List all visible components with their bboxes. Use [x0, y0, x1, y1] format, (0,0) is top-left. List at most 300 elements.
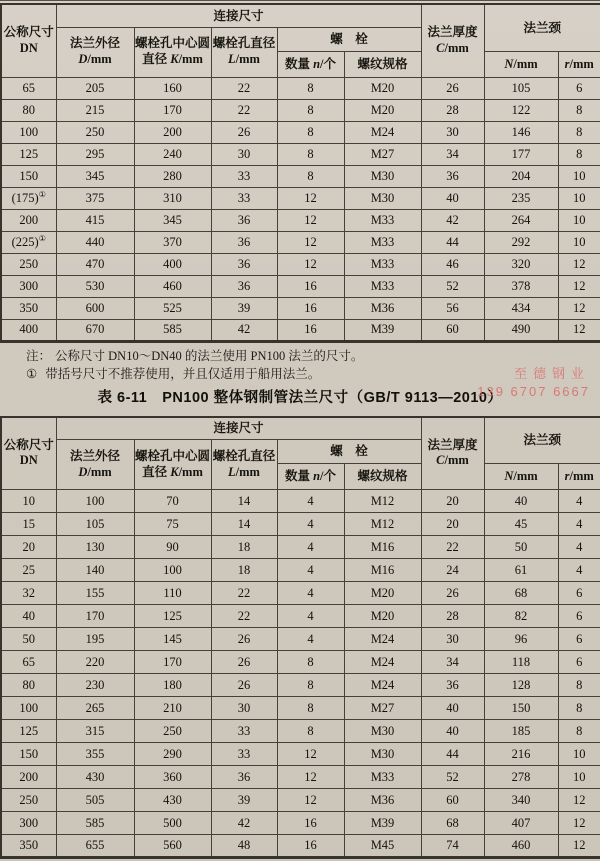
- cell: 170: [56, 605, 134, 628]
- table-row: [1, 231, 600, 253]
- cell: 345: [134, 209, 211, 231]
- cell: 6: [558, 582, 600, 605]
- cell: 210: [134, 697, 211, 720]
- cell: 10: [558, 165, 600, 187]
- cell: 96: [484, 628, 558, 651]
- cell: M12: [344, 513, 421, 536]
- cell: 8: [558, 697, 600, 720]
- table-row: [1, 674, 600, 697]
- cell: 155: [56, 582, 134, 605]
- cell: 280: [134, 165, 211, 187]
- cell: 170: [134, 99, 211, 121]
- cell: 125: [1, 143, 56, 165]
- cell: 8: [277, 697, 344, 720]
- cell: 42: [421, 209, 484, 231]
- cell: M20: [344, 582, 421, 605]
- cell: 8: [558, 674, 600, 697]
- cell: 12: [277, 209, 344, 231]
- cell: (175)①: [1, 187, 56, 209]
- cell: M16: [344, 536, 421, 559]
- cell: 68: [484, 582, 558, 605]
- table-row: [1, 720, 600, 743]
- table-row: [1, 582, 600, 605]
- cell: 100: [1, 697, 56, 720]
- cell: 14: [211, 513, 277, 536]
- cell: 4: [277, 605, 344, 628]
- cell: 26: [211, 121, 277, 143]
- cell: M39: [344, 812, 421, 835]
- cell: 177: [484, 143, 558, 165]
- cell: 315: [56, 720, 134, 743]
- cell: 500: [134, 812, 211, 835]
- cell: 4: [558, 513, 600, 536]
- cell: M20: [344, 605, 421, 628]
- cell: M30: [344, 720, 421, 743]
- cell: 90: [134, 536, 211, 559]
- table-row: [1, 605, 600, 628]
- cell: 15: [1, 513, 56, 536]
- cell: 33: [211, 165, 277, 187]
- header-bolt-group: 螺 栓: [277, 440, 421, 464]
- cell: 8: [277, 651, 344, 674]
- cell: 48: [211, 835, 277, 858]
- cell: 128: [484, 674, 558, 697]
- note-prefix: 注：: [26, 348, 52, 363]
- cell: 22: [211, 582, 277, 605]
- cell: 16: [277, 275, 344, 297]
- header-connection-dims: 连接尺寸: [56, 4, 421, 27]
- cell: 150: [1, 743, 56, 766]
- cell: 118: [484, 651, 558, 674]
- table-row: [1, 165, 600, 187]
- cell: 278: [484, 766, 558, 789]
- header-bolt-quantity: 数量 n/个: [277, 51, 344, 77]
- table-row: [1, 536, 600, 559]
- cell: 200: [1, 209, 56, 231]
- cell: 6: [558, 651, 600, 674]
- cell: 56: [421, 297, 484, 319]
- cell: 40: [484, 490, 558, 513]
- table-row: [1, 697, 600, 720]
- cell: M30: [344, 165, 421, 187]
- cell: M30: [344, 743, 421, 766]
- cell: 6: [558, 605, 600, 628]
- cell: 30: [421, 628, 484, 651]
- cell: 150: [1, 165, 56, 187]
- cell: 204: [484, 165, 558, 187]
- cell: 20: [421, 490, 484, 513]
- notes-section: [0, 343, 600, 416]
- cell: 50: [484, 536, 558, 559]
- cell: M16: [344, 559, 421, 582]
- table-row: [1, 789, 600, 812]
- cell: 125: [1, 720, 56, 743]
- header-neck-r: r/mm: [558, 464, 600, 490]
- watermark-stamp: [477, 363, 590, 399]
- cell: 375: [56, 187, 134, 209]
- cell: M27: [344, 143, 421, 165]
- cell: 10: [1, 490, 56, 513]
- cell: 16: [277, 319, 344, 341]
- cell: 36: [421, 674, 484, 697]
- cell: 146: [484, 121, 558, 143]
- table-row: [1, 513, 600, 536]
- cell: 26: [211, 651, 277, 674]
- cell: 26: [421, 77, 484, 99]
- note-circled-1-marker: ①: [26, 366, 38, 381]
- cell: 250: [1, 789, 56, 812]
- header-bolt-hole-diameter: 螺栓孔直径 L/mm: [211, 440, 277, 490]
- cell: 52: [421, 766, 484, 789]
- cell: 8: [277, 720, 344, 743]
- header-neck-r: r/mm: [558, 51, 600, 77]
- cell: 80: [1, 674, 56, 697]
- cell: 8: [277, 674, 344, 697]
- table-row: [1, 99, 600, 121]
- cell: 560: [134, 835, 211, 858]
- cell: 12: [277, 187, 344, 209]
- cell: M36: [344, 297, 421, 319]
- cell: 185: [484, 720, 558, 743]
- cell: 12: [558, 297, 600, 319]
- cell: 378: [484, 275, 558, 297]
- cell: 25: [1, 559, 56, 582]
- cell: 105: [56, 513, 134, 536]
- cell: 430: [56, 766, 134, 789]
- cell: 10: [558, 766, 600, 789]
- cell: M24: [344, 651, 421, 674]
- cell: 30: [211, 143, 277, 165]
- header-outer-diameter: 法兰外径 D/mm: [56, 27, 134, 77]
- cell: 265: [56, 697, 134, 720]
- cell: 20: [421, 513, 484, 536]
- cell: 600: [56, 297, 134, 319]
- cell: 74: [421, 835, 484, 858]
- cell: 40: [421, 720, 484, 743]
- cell: 340: [484, 789, 558, 812]
- cell: 8: [558, 99, 600, 121]
- cell: 65: [1, 651, 56, 674]
- cell: 215: [56, 99, 134, 121]
- header-bolt-circle: 螺栓孔中心圆 直径 K/mm: [134, 27, 211, 77]
- header-bolt-hole-diameter: 螺栓孔直径 L/mm: [211, 27, 277, 77]
- cell: 20: [1, 536, 56, 559]
- table-row: [1, 209, 600, 231]
- cell: 36: [211, 275, 277, 297]
- header-nominal-size: 公称尺寸 DN: [1, 417, 56, 490]
- watermark-company: 至德钢业: [513, 365, 590, 381]
- cell: 350: [1, 835, 56, 858]
- header-flange-neck: 法兰颈: [484, 4, 600, 51]
- table-row: [1, 628, 600, 651]
- cell: 45: [484, 513, 558, 536]
- cell: 46: [421, 253, 484, 275]
- table-row: [1, 559, 600, 582]
- cell: 4: [277, 559, 344, 582]
- table-row: [1, 835, 600, 858]
- table-row: [1, 275, 600, 297]
- cell: 195: [56, 628, 134, 651]
- cell: 4: [558, 559, 600, 582]
- cell: 12: [277, 743, 344, 766]
- table-row: [1, 77, 600, 99]
- cell: 345: [56, 165, 134, 187]
- cell: 370: [134, 231, 211, 253]
- cell: 290: [134, 743, 211, 766]
- cell: 60: [421, 319, 484, 341]
- cell: 300: [1, 812, 56, 835]
- cell: 18: [211, 559, 277, 582]
- cell: 585: [56, 812, 134, 835]
- table-row: [1, 812, 600, 835]
- cell: 6: [558, 77, 600, 99]
- cell: 216: [484, 743, 558, 766]
- cell: 100: [134, 559, 211, 582]
- cell: 460: [484, 835, 558, 858]
- cell: 525: [134, 297, 211, 319]
- cell: 12: [277, 766, 344, 789]
- cell: M33: [344, 766, 421, 789]
- table-row: [1, 121, 600, 143]
- cell: M30: [344, 187, 421, 209]
- cell: 16: [277, 297, 344, 319]
- cell: 434: [484, 297, 558, 319]
- cell: 16: [277, 835, 344, 858]
- cell: M33: [344, 275, 421, 297]
- cell: 400: [1, 319, 56, 341]
- cell: 12: [277, 253, 344, 275]
- cell: 65: [1, 77, 56, 99]
- table-body: [1, 490, 600, 858]
- cell: 4: [277, 490, 344, 513]
- header-neck-n: N/mm: [484, 51, 558, 77]
- cell: 8: [558, 720, 600, 743]
- header-bolt-group: 螺 栓: [277, 27, 421, 51]
- header-bolt-quantity: 数量 n/个: [277, 464, 344, 490]
- cell: 470: [56, 253, 134, 275]
- cell: 33: [211, 187, 277, 209]
- table-header: [1, 417, 600, 490]
- cell: 505: [56, 789, 134, 812]
- cell: M27: [344, 697, 421, 720]
- cell: 26: [421, 582, 484, 605]
- cell: 30: [421, 121, 484, 143]
- table-row: [1, 253, 600, 275]
- cell: 22: [211, 77, 277, 99]
- cell: 80: [1, 99, 56, 121]
- cell: 36: [211, 253, 277, 275]
- cell: 75: [134, 513, 211, 536]
- table-row: [1, 297, 600, 319]
- cell: 42: [211, 319, 277, 341]
- cell: 460: [134, 275, 211, 297]
- table-header: [1, 4, 600, 77]
- cell: 36: [211, 766, 277, 789]
- table-row: [1, 490, 600, 513]
- cell: 130: [56, 536, 134, 559]
- cell: 4: [277, 582, 344, 605]
- cell: 12: [277, 231, 344, 253]
- header-outer-diameter: 法兰外径 D/mm: [56, 440, 134, 490]
- cell: 200: [1, 766, 56, 789]
- cell: 250: [56, 121, 134, 143]
- cell: 415: [56, 209, 134, 231]
- cell: 105: [484, 77, 558, 99]
- cell: 8: [277, 143, 344, 165]
- cell: 100: [1, 121, 56, 143]
- cell: 82: [484, 605, 558, 628]
- cell: 264: [484, 209, 558, 231]
- cell: 10: [558, 187, 600, 209]
- cell: 32: [1, 582, 56, 605]
- cell: M39: [344, 319, 421, 341]
- table-row: [1, 143, 600, 165]
- cell: 22: [211, 605, 277, 628]
- cell: 4: [277, 536, 344, 559]
- cell: 4: [558, 536, 600, 559]
- cell: M12: [344, 490, 421, 513]
- cell: 34: [421, 651, 484, 674]
- cell: 530: [56, 275, 134, 297]
- header-dn-label: DN: [19, 40, 38, 55]
- cell: 300: [1, 275, 56, 297]
- cell: 36: [421, 165, 484, 187]
- cell: 10: [558, 743, 600, 766]
- table-caption: 表 6-11 PN100 整体钢制管法兰尺寸（GB/T 9113—2010）: [97, 389, 503, 406]
- cell: 8: [277, 99, 344, 121]
- cell: 24: [421, 559, 484, 582]
- watermark-phone: 139 6707 6667: [477, 383, 590, 399]
- cell: 180: [134, 674, 211, 697]
- table-row: [1, 766, 600, 789]
- cell: 10: [558, 209, 600, 231]
- cell: 50: [1, 628, 56, 651]
- cell: 33: [211, 720, 277, 743]
- cell: 16: [277, 812, 344, 835]
- cell: 68: [421, 812, 484, 835]
- cell: 150: [484, 697, 558, 720]
- cell: 44: [421, 743, 484, 766]
- cell: 8: [277, 77, 344, 99]
- cell: 22: [421, 536, 484, 559]
- table-body: [1, 77, 600, 341]
- note-2-text: 带括号尺寸不推荐使用，并且仅适用于船用法兰。: [45, 366, 321, 381]
- cell: 10: [558, 231, 600, 253]
- cell: (225)①: [1, 231, 56, 253]
- cell: 22: [211, 99, 277, 121]
- cell: 320: [484, 253, 558, 275]
- cell: 14: [211, 490, 277, 513]
- header-flange-thickness: 法兰厚度 C/mm: [421, 417, 484, 490]
- cell: 400: [134, 253, 211, 275]
- cell: 60: [421, 789, 484, 812]
- cell: 4: [277, 628, 344, 651]
- cell: 140: [56, 559, 134, 582]
- cell: 240: [134, 143, 211, 165]
- cell: 205: [56, 77, 134, 99]
- flange-table-top: [0, 3, 600, 343]
- cell: 145: [134, 628, 211, 651]
- cell: 12: [558, 835, 600, 858]
- cell: 360: [134, 766, 211, 789]
- header-connection-dims: 连接尺寸: [56, 417, 421, 440]
- cell: 8: [277, 121, 344, 143]
- cell: 160: [134, 77, 211, 99]
- cell: M24: [344, 121, 421, 143]
- cell: 8: [558, 143, 600, 165]
- cell: 12: [558, 253, 600, 275]
- cell: 61: [484, 559, 558, 582]
- cell: 12: [558, 319, 600, 341]
- cell: 430: [134, 789, 211, 812]
- cell: 350: [1, 297, 56, 319]
- cell: 235: [484, 187, 558, 209]
- cell: 292: [484, 231, 558, 253]
- cell: 39: [211, 789, 277, 812]
- cell: 170: [134, 651, 211, 674]
- cell: 12: [277, 789, 344, 812]
- cell: 490: [484, 319, 558, 341]
- table-row: [1, 187, 600, 209]
- cell: 39: [211, 297, 277, 319]
- header-thread-spec: 螺纹规格: [344, 464, 421, 490]
- cell: 36: [211, 231, 277, 253]
- cell: 70: [134, 490, 211, 513]
- cell: 28: [421, 99, 484, 121]
- cell: 355: [56, 743, 134, 766]
- cell: 12: [558, 789, 600, 812]
- cell: 18: [211, 536, 277, 559]
- cell: 42: [211, 812, 277, 835]
- cell: M33: [344, 209, 421, 231]
- cell: 33: [211, 743, 277, 766]
- cell: 250: [1, 253, 56, 275]
- cell: 52: [421, 275, 484, 297]
- cell: 122: [484, 99, 558, 121]
- cell: 28: [421, 605, 484, 628]
- cell: 26: [211, 628, 277, 651]
- cell: M24: [344, 674, 421, 697]
- cell: 110: [134, 582, 211, 605]
- cell: 655: [56, 835, 134, 858]
- header-bolt-circle: 螺栓孔中心圆 直径 K/mm: [134, 440, 211, 490]
- page-edge-line: [0, 0, 600, 1]
- cell: 30: [211, 697, 277, 720]
- cell: M20: [344, 99, 421, 121]
- cell: 6: [558, 628, 600, 651]
- cell: 8: [558, 121, 600, 143]
- cell: 440: [56, 231, 134, 253]
- cell: 200: [134, 121, 211, 143]
- cell: 4: [277, 513, 344, 536]
- cell: 585: [134, 319, 211, 341]
- header-thread-spec: 螺纹规格: [344, 51, 421, 77]
- header-nominal-size: [1, 4, 56, 77]
- cell: 26: [211, 674, 277, 697]
- cell: 12: [558, 275, 600, 297]
- table-row: [1, 651, 600, 674]
- cell: 40: [421, 697, 484, 720]
- cell: 220: [56, 651, 134, 674]
- cell: 8: [277, 165, 344, 187]
- cell: 40: [1, 605, 56, 628]
- cell: 100: [56, 490, 134, 513]
- cell: 407: [484, 812, 558, 835]
- cell: M36: [344, 789, 421, 812]
- cell: M24: [344, 628, 421, 651]
- table-row: [1, 743, 600, 766]
- note-1-text: 公称尺寸 DN10～DN40 的法兰使用 PN100 法兰的尺寸。: [55, 348, 364, 363]
